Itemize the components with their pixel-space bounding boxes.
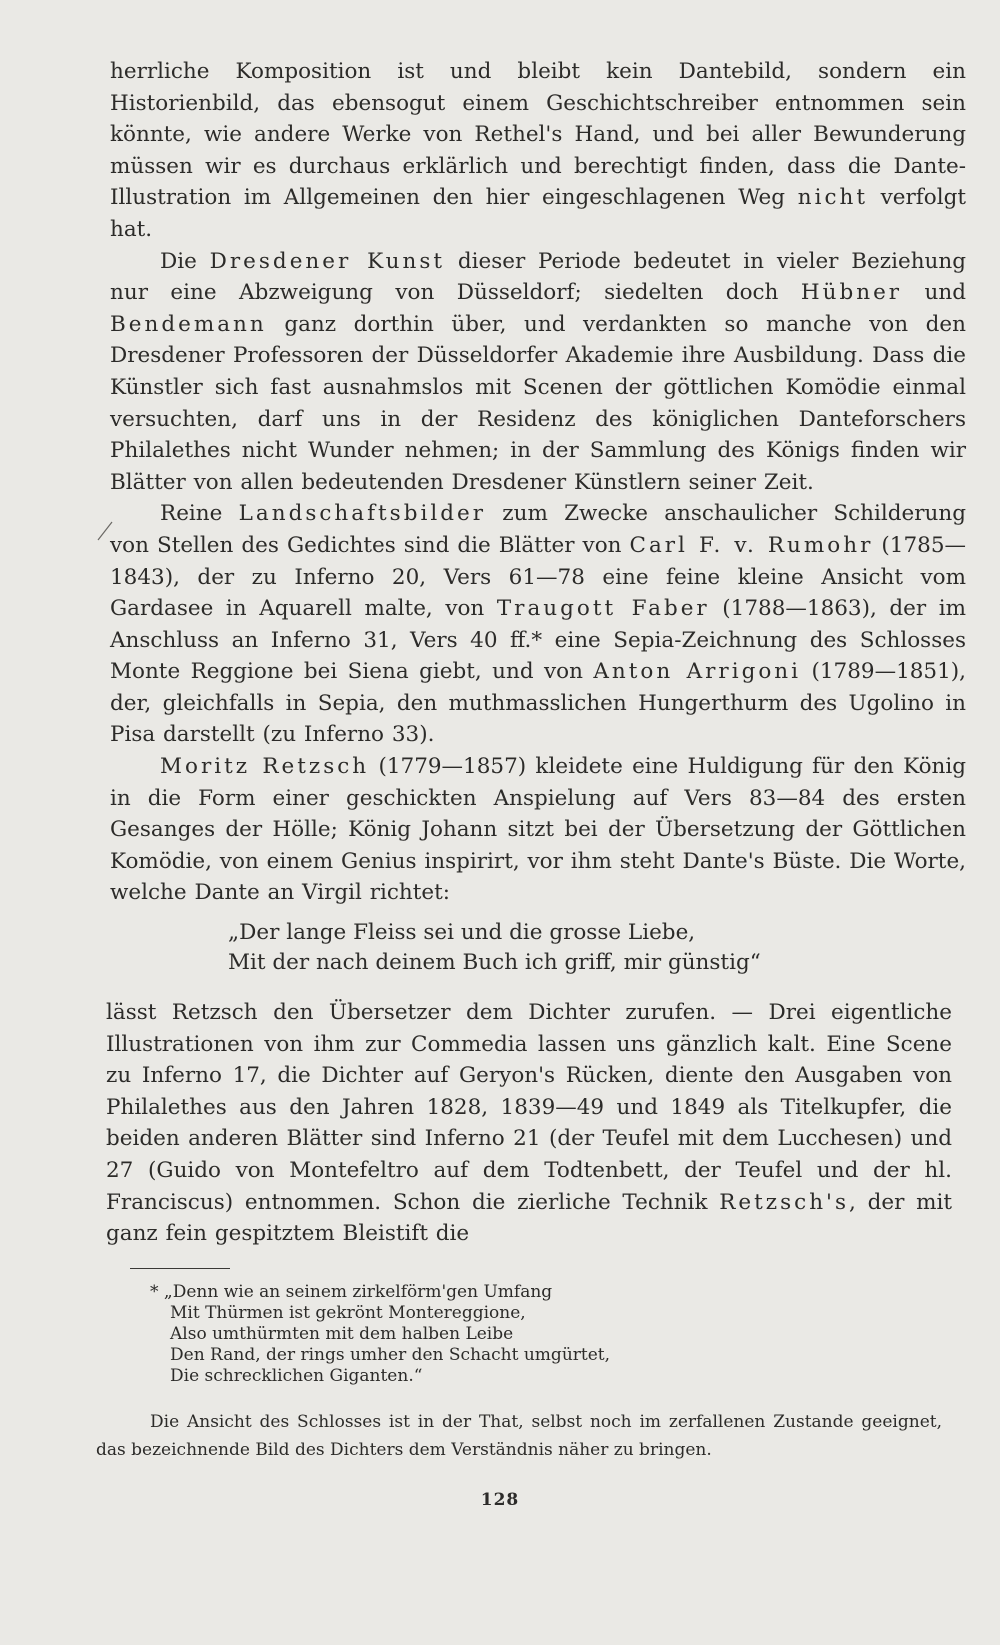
spaced-text-run: Landschaftsbilder: [238, 501, 486, 527]
text-run: herrliche Komposition ist und bleibt kein Dantebild, sondern ein Historienbild, das ebensogut einem Geschichtschreiber entnommen sein könnte, wie andere Werke von Rethel's Hand, und bei aller Bewunderung müssen wir es durchaus erklärlich und berechtigt finden, dass die Dante-Illustration im Allgemeinen den hier eingeschlagenen Weg: [110, 59, 966, 211]
footnote-verse: [150, 1282, 610, 1387]
footnote-verse-line: Den Rand, der rings umher den Schacht umgürtet,: [170, 1345, 611, 1365]
spaced-text-run: Carl F. v. Rumohr: [629, 532, 874, 558]
text-run: dieser Periode bedeutet in vieler Beziehung nur eine Abzweigung von Düsseldorf; siedelten doch: [110, 248, 967, 306]
spaced-text-run: Traugott Faber: [496, 596, 710, 622]
text-run: Reine: [160, 501, 239, 527]
footnote-prose: [96, 1408, 942, 1464]
spaced-text-run: Bendemann: [110, 311, 267, 337]
spaced-text-run: nicht: [797, 185, 868, 211]
pencil-margin-mark: [94, 520, 116, 542]
footnote-verse-line: Die schrecklichen Giganten.“: [170, 1366, 423, 1386]
spaced-text-run: Dresdener Kunst: [209, 248, 446, 274]
text-run: ganz dorthin über, und verdankten so manche von den Dresdener Professoren der Düsseldorfer Akademie ihre Ausbildung. Dass die Künstler sich fast ausnahmslos mit Scenen der göttlichen Komödie einmal versuchten, darf uns in der Residenz des königlichen Danteforschers Philalethes nicht Wunder nehmen; in der Sammlung des Königs finden wir Blätter von allen bedeutenden Dresdener Künstlern seiner Zeit.: [110, 311, 966, 495]
paragraph: [110, 498, 966, 751]
quote-line: Mit der nach deinem Buch ich griff, mir günstig“: [228, 950, 761, 975]
text-run: (1788—1863), der im Anschluss an Inferno 31, Vers 40 ff.* eine Sepia-Zeichnung des Schlosses Monte Reggione bei Siena giebt, und von: [110, 596, 966, 685]
main-text-continuation: [106, 997, 952, 1250]
spaced-text-run: Anton Arrigoni: [593, 659, 802, 685]
spaced-text-run: Moritz Retzsch: [160, 754, 370, 780]
footnote-paragraph: Die Ansicht des Schlosses ist in der That, selbst noch im zerfallenen Zustande geeignet, das bezeichnende Bild des Dichters dem Verständnis näher zu bringen.: [96, 1412, 942, 1460]
footnote-verse-line: Also umthürmten mit dem halben Leibe: [170, 1324, 514, 1344]
paragraph: [110, 56, 966, 246]
spaced-text-run: Retzsch's: [719, 1189, 849, 1215]
paragraph: [110, 751, 966, 909]
footnote-verse-line: * „Denn wie an seinem zirkelförm'gen Umfang: [150, 1282, 553, 1302]
text-run: (1779—1857) kleidete eine Huldigung für den König in die Form einer geschickten Anspielung auf Vers 83—84 des ersten Gesanges der Hölle; König Johann sitzt bei der Übersetzung der Göttlichen Komödie, von einem Genius inspirirt, vor ihm steht Dante's Büste. Die Worte, welche Dante an Virgil richtet:: [110, 754, 967, 906]
quote-line: „Der lange Fleiss sei und die grosse Liebe,: [228, 920, 696, 945]
text-run: , der mit ganz fein gespitztem Bleistift die: [106, 1189, 953, 1247]
text-run: (1785—1843), der zu Inferno 20, Vers 61—78 eine feine kleine Ansicht vom Gardasee in Aquarell malte, von: [110, 532, 966, 622]
text-run: verfolgt hat.: [110, 185, 966, 242]
text-run: (1789—1851), der, gleichfalls in Sepia, den muthmasslichen Hungerthurm des Ugolino in Pisa darstellt (zu Inferno 33).: [110, 659, 967, 748]
verse-quote: [228, 918, 761, 978]
text-run: und: [902, 280, 966, 306]
text-run: lässt Retzsch den Übersetzer dem Dichter zurufen. — Drei eigentliche Illustrationen von ihm zur Commedia lassen uns gänzlich kalt. Eine Scene zu Inferno 17, die Dichter auf Geryon's Rücken, diente den Ausgaben von Philalethes aus den Jahren 1828, 1839—49 und 1849 als Titelkupfer, die beiden anderen Blätter sind Inferno 21 (der Teufel mit dem Lucchesen) und 27 (Guido von Montefeltro auf dem Todtenbett, der Teufel und der hl. Franciscus) entnommen. Schon die zierliche Technik: [106, 1000, 952, 1215]
footnote-verse-line: Mit Thürmen ist gekrönt Montereggione,: [170, 1303, 526, 1323]
footnote-divider: [130, 1268, 230, 1269]
main-text: [110, 56, 966, 909]
text-run: Die: [160, 248, 210, 274]
page-number: 128: [480, 1490, 520, 1510]
text-run: zum Zwecke anschaulicher Schilderung von Stellen des Gedichtes sind die Blätter von: [110, 501, 966, 558]
spaced-text-run: Hübner: [800, 280, 903, 306]
paragraph: [106, 997, 952, 1250]
paragraph: [110, 246, 966, 499]
